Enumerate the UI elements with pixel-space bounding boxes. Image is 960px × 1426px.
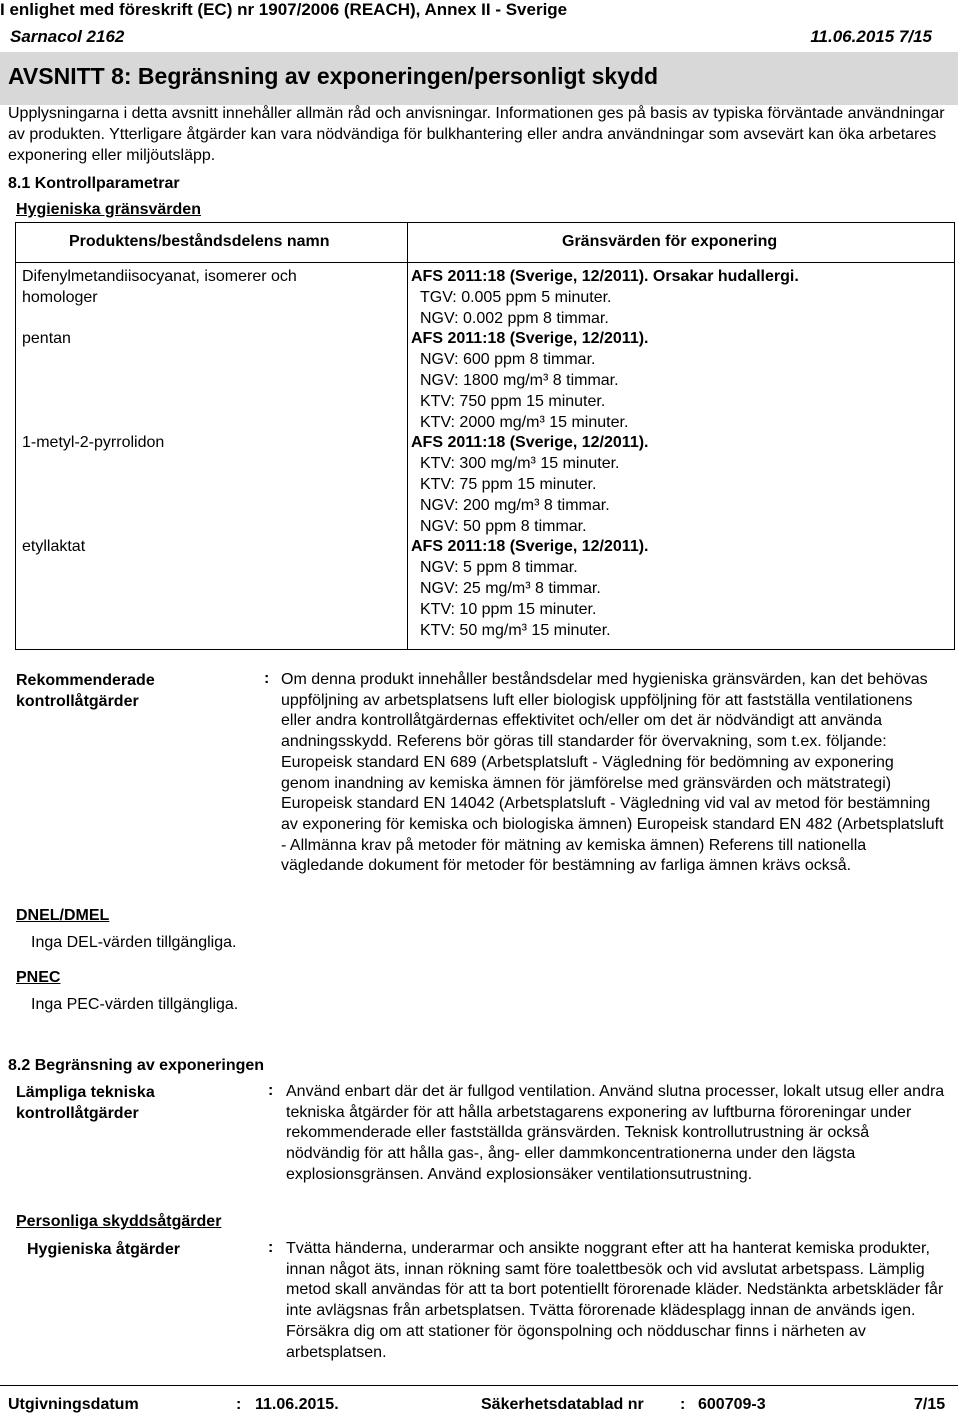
regulation-header: I enlighet med föreskrift (EC) nr 1907/2006 (REACH), Annex II - Sverige — [0, 0, 568, 19]
limit-value: NGV: 5 ppm 8 timmar. — [420, 559, 578, 576]
table-row-name: pentan — [22, 330, 71, 347]
subsection-8-2-title: 8.2 Begränsning av exponeringen — [8, 1057, 265, 1074]
product-header — [0, 27, 932, 45]
pnec-text: Inga PEC-värden tillgängliga. — [31, 996, 239, 1013]
col-header-limits: Gränsvärden för exponering — [562, 233, 778, 250]
col-header-name: Produktens/beståndsdelens namn — [69, 233, 330, 250]
table-row-name: Difenylmetandiisocyanat, isomerer och homologer — [22, 268, 297, 306]
table-row-source: AFS 2011:18 (Sverige, 12/2011). — [411, 434, 649, 451]
hygienic-limits-title: Hygieniska gränsvärden — [16, 201, 201, 218]
table-row-name: 1-metyl-2-pyrrolidon — [22, 434, 165, 451]
hygiene-measures-text: Tvätta händerna, underarmar och ansikte noggrant efter att ha hanterat kemiska produkter, innan något äts, innan rökning samt före toalettbesök och vid avslutat arbetspass. Lämplig metod skall användas för att ta bort potentiellt förorenade kläder. Nedstänkta arbetskläder får inte avlägsnas från arbetsplatsen. Tvätta förorenade klädesplagg innan de används igen. Försäkra dig om att stationer för ögonspolning och nödduschar finns i närheten av arbetsplatsen. — [286, 1240, 944, 1361]
pnec-title: PNEC — [16, 969, 61, 986]
table-header-divider — [15, 262, 955, 263]
limit-value: NGV: 600 ppm 8 timmar. — [420, 351, 596, 368]
tech-controls-text: Använd enbart där det är fullgod ventilation. Använd slutna processer, lokalt utsug eller andra tekniska åtgärder för att hålla arbetstagarens exponering av luftburna föroreningar under rekommenderade eller fastställda gränsvärden. Teknisk kontrollutrustning är också nödvändig för att hålla gas-, ång- eller dammkoncentrationerna under den lägsta explosionsgränsen. Använd explosionsäker ventilationsutrustning. — [286, 1083, 945, 1183]
issue-date: 11.06.2015. — [255, 1396, 339, 1413]
limit-value: KTV: 300 mg/m³ 15 minuter. — [420, 455, 620, 472]
table-row-name: etyllaktat — [22, 538, 86, 555]
hygiene-measures-label: Hygieniska åtgärder — [27, 1241, 180, 1258]
table-row-source: AFS 2011:18 (Sverige, 12/2011). — [411, 330, 649, 347]
tech-controls-label: Lämpliga tekniska kontrollåtgärder — [16, 1084, 155, 1122]
colon: : — [264, 670, 270, 687]
section-title: AVSNITT 8: Begränsning av exponeringen/personligt skydd — [8, 63, 659, 89]
section-intro: Upplysningarna i detta avsnitt innehåller allmän råd och anvisningar. Informationen ges på basis av typiska förväntade användningar av produkten. Ytterligare åtgärder kan vara nödvändiga för bulkhantering eller andra användningar som avsevärt kan öka arbetares exponering eller miljöutsläpp. — [8, 105, 945, 164]
table-column-divider — [407, 222, 408, 650]
limit-value: TGV: 0.005 ppm 5 minuter. — [420, 289, 612, 306]
table-row-source: AFS 2011:18 (Sverige, 12/2011). — [411, 538, 649, 555]
subsection-8-1-title: 8.1 Kontrollparametrar — [8, 175, 180, 192]
colon: : — [236, 1396, 242, 1413]
rec-controls-label: Rekommenderade kontrollåtgärder — [16, 672, 155, 710]
ppe-title: Personliga skyddsåtgärder — [16, 1213, 222, 1230]
issue-date-label: Utgivningsdatum — [8, 1396, 139, 1413]
rec-controls-text: Om denna produkt innehåller beståndsdelar med hygieniska gränsvärden, kan det behövas uppföljning av arbetsplatsens luft eller biologisk uppföljning för att fastställa ventilationens eller andra kontrollåtgärdernas effektivitet och/eller om det är nödvändigt att använda andningsskydd. Referens bör göras till standarder för övervakning, som t.ex. följande: Europeisk standard EN 689 (Arbetsplatsluft - Vägledning för bedömning av exponering genom inandning av kemiska ämnen för jämförelse med gränsvärden och mätstrategi) Europeisk standard EN 14042 (Arbetsplatsluft - Vägledning vid val av metod för bestämning av exponering för kemiska och biologiska ämnen) Europeisk standard EN 482 (Arbetsplatsluft - Allmänna krav på metoder för mätning av kemiska ämnen) Referens till nationella vägledande dokument för metoder för bestämning av farliga ämnen krävs också. — [281, 671, 944, 875]
limit-value: NGV: 1800 mg/m³ 8 timmar. — [420, 372, 619, 389]
table-row-source: AFS 2011:18 (Sverige, 12/2011). Orsakar hudallergi. — [411, 268, 799, 285]
limit-value: NGV: 200 mg/m³ 8 timmar. — [420, 497, 610, 514]
dnel-title: DNEL/DMEL — [16, 907, 110, 924]
limit-value: KTV: 50 mg/m³ 15 minuter. — [420, 622, 611, 639]
date-page: 11.06.2015 7/15 — [810, 27, 932, 46]
page-number: 7/15 — [914, 1396, 946, 1413]
limit-value: KTV: 750 ppm 15 minuter. — [420, 393, 606, 410]
sds-number: 600709-3 — [698, 1396, 766, 1413]
dnel-text: Inga DEL-värden tillgängliga. — [31, 934, 237, 951]
colon: : — [680, 1396, 686, 1413]
limit-value: KTV: 75 ppm 15 minuter. — [420, 476, 597, 493]
limit-value: NGV: 25 mg/m³ 8 timmar. — [420, 580, 601, 597]
limit-value: NGV: 0.002 ppm 8 timmar. — [420, 310, 609, 327]
limit-value: KTV: 2000 mg/m³ 15 minuter. — [420, 414, 629, 431]
limit-value: NGV: 50 ppm 8 timmar. — [420, 518, 587, 535]
limit-value: KTV: 10 ppm 15 minuter. — [420, 601, 597, 618]
footer-divider — [0, 1385, 958, 1386]
product-name: Sarnacol 2162 — [10, 27, 125, 46]
colon: : — [268, 1082, 274, 1099]
colon: : — [268, 1239, 274, 1256]
sds-number-label: Säkerhetsdatablad nr — [481, 1396, 644, 1413]
